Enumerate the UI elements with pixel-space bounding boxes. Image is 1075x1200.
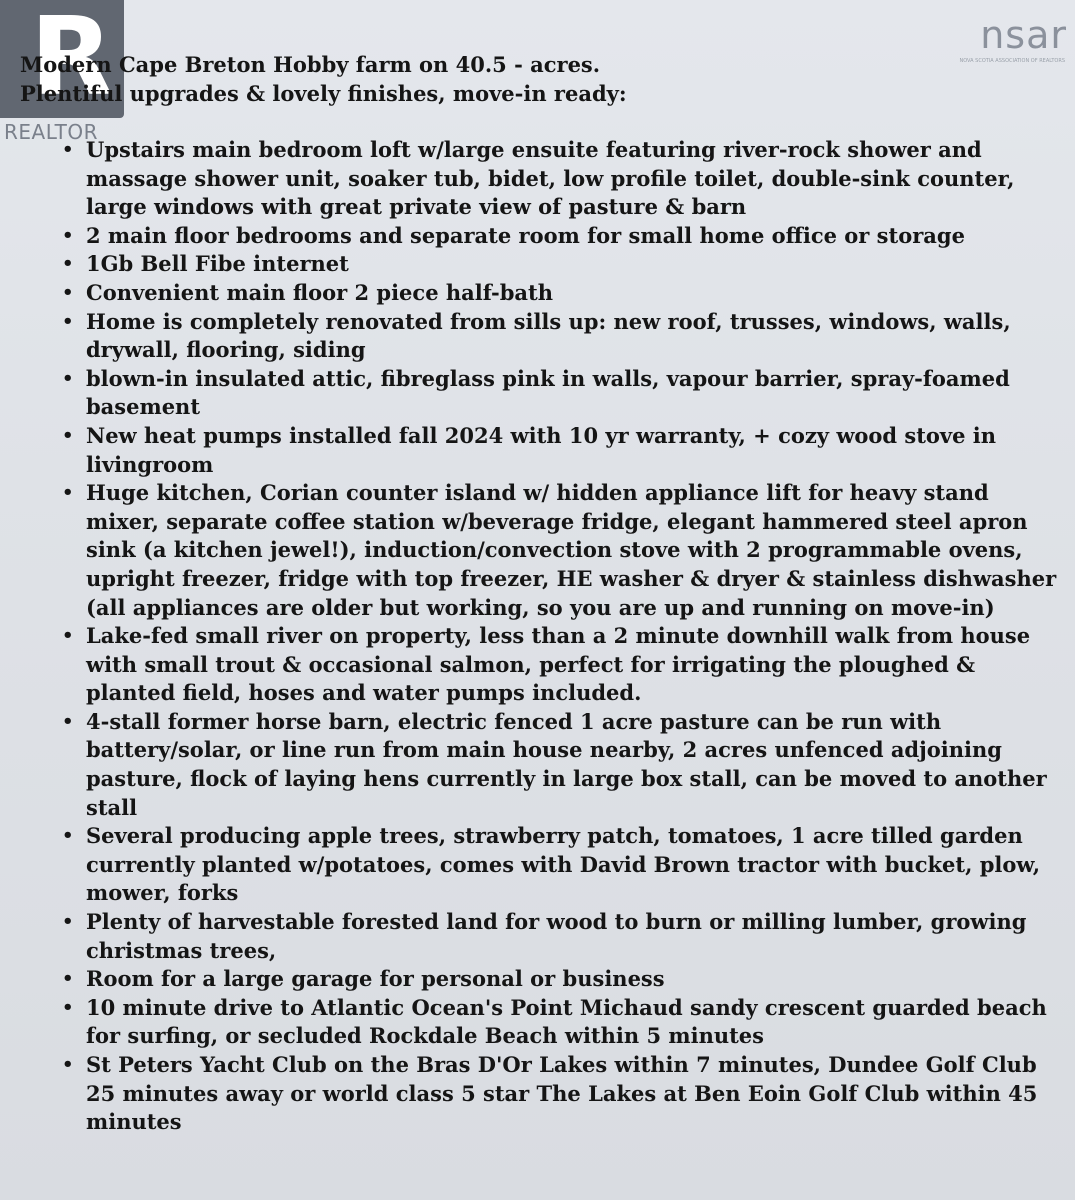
listing-header	[20, 50, 780, 108]
feature-text: St Peters Yacht Club on the Bras D'Or Lakes within 7 minutes, Dundee Golf Club 25 minutes away or world class 5 star The Lakes at Ben Eoin Golf Club within 45 minutes	[86, 1052, 1038, 1135]
bullet-icon: •	[62, 253, 74, 275]
nsar-logo	[949, 12, 1067, 72]
feature-item	[52, 1051, 1062, 1137]
feature-item	[52, 250, 1062, 279]
bullet-icon: •	[62, 224, 74, 246]
feature-item	[52, 308, 1062, 365]
feature-item	[52, 479, 1062, 622]
feature-text: Plenty of harvestable forested land for wood to burn or milling lumber, growing christmas trees,	[86, 909, 1027, 963]
feature-item	[52, 136, 1062, 222]
bullet-icon: •	[62, 424, 74, 446]
feature-item	[52, 908, 1062, 965]
feature-item	[52, 708, 1062, 822]
feature-item	[52, 965, 1062, 994]
feature-text: 2 main floor bedrooms and separate room for small home office or storage	[86, 222, 965, 248]
feature-item	[52, 994, 1062, 1051]
feature-item	[52, 365, 1062, 422]
bullet-icon: •	[62, 310, 74, 332]
feature-item	[52, 822, 1062, 908]
header-line-1: Modern Cape Breton Hobby farm on 40.5 - acres.	[20, 52, 601, 77]
bullet-icon: •	[62, 625, 74, 647]
bullet-icon: •	[62, 825, 74, 847]
bullet-icon: •	[62, 710, 74, 732]
feature-item	[52, 279, 1062, 308]
feature-text: Convenient main floor 2 piece half-bath	[86, 279, 553, 305]
feature-text: Several producing apple trees, strawberry patch, tomatoes, 1 acre tilled garden currently planted w/potatoes, comes with David Brown tractor with bucket, plow, mower, forks	[86, 823, 1041, 906]
bullet-icon: •	[62, 996, 74, 1018]
bullet-icon: •	[62, 281, 74, 303]
feature-text: Room for a large garage for personal or business	[86, 966, 665, 992]
realtor-wordmark: REALTOR	[4, 120, 98, 144]
feature-item	[52, 222, 1062, 251]
feature-text: Home is completely renovated from sills up: new roof, trusses, windows, walls, drywall, flooring, siding	[86, 308, 1011, 363]
feature-text: blown-in insulated attic, fibreglass pink in walls, vapour barrier, spray-foamed basement	[86, 365, 1010, 420]
bullet-icon: •	[62, 139, 74, 160]
bullet-icon: •	[62, 911, 74, 933]
feature-item	[52, 422, 1062, 479]
header-line-2: Plentiful upgrades & lovely finishes, move-in ready:	[20, 81, 627, 106]
feature-text: Upstairs main bedroom loft w/large ensuite featuring river-rock shower and massage shower unit, soaker tub, bidet, low profile toilet, double-sink counter, large windows with great private view of pasture & barn	[86, 137, 1015, 220]
nsar-wordmark: nsar	[980, 13, 1067, 57]
feature-text: 4-stall former horse barn, electric fenced 1 acre pasture can be run with battery/solar, or line run from main house nearby, 2 acres unfenced adjoining pasture, flock of laying hens currently in large box stall, can be moved to another stall	[86, 708, 1047, 820]
feature-text: New heat pumps installed fall 2024 with 10 yr warranty, + cozy wood stove in livingroom	[86, 422, 997, 477]
realtor-r-icon: R	[30, 0, 114, 120]
feature-text: 10 minute drive to Atlantic Ocean's Point Michaud sandy crescent guarded beach for surfing, or secluded Rockdale Beach within 5 minutes	[86, 994, 1047, 1049]
bullet-icon: •	[62, 1054, 74, 1075]
bullet-icon: •	[62, 367, 74, 389]
feature-item	[52, 622, 1062, 708]
feature-text: Lake-fed small river on property, less than a 2 minute downhill walk from house with small trout & occasional salmon, perfect for irrigating the ploughed & planted field, hoses and water pumps included.	[86, 623, 1031, 706]
nsar-subtitle: NOVA SCOTIA ASSOCIATION OF REALTORS	[959, 58, 1065, 64]
bullet-icon: •	[62, 968, 74, 990]
feature-text: Huge kitchen, Corian counter island w/ hidden appliance lift for heavy stand mixer, separate coffee station w/beverage fridge, elegant hammered steel apron sink (a kitchen jewel!), induction/convection stove with 2 programmable ovens, upright freezer, fridge with top freezer, HE washer & dryer & stainless dishwasher (all appliances are older but working, so you are up and running on move-in)	[86, 480, 1057, 620]
bullet-icon: •	[62, 482, 74, 504]
feature-text: 1Gb Bell Fibe internet	[86, 251, 349, 277]
feature-list	[52, 136, 1062, 1137]
